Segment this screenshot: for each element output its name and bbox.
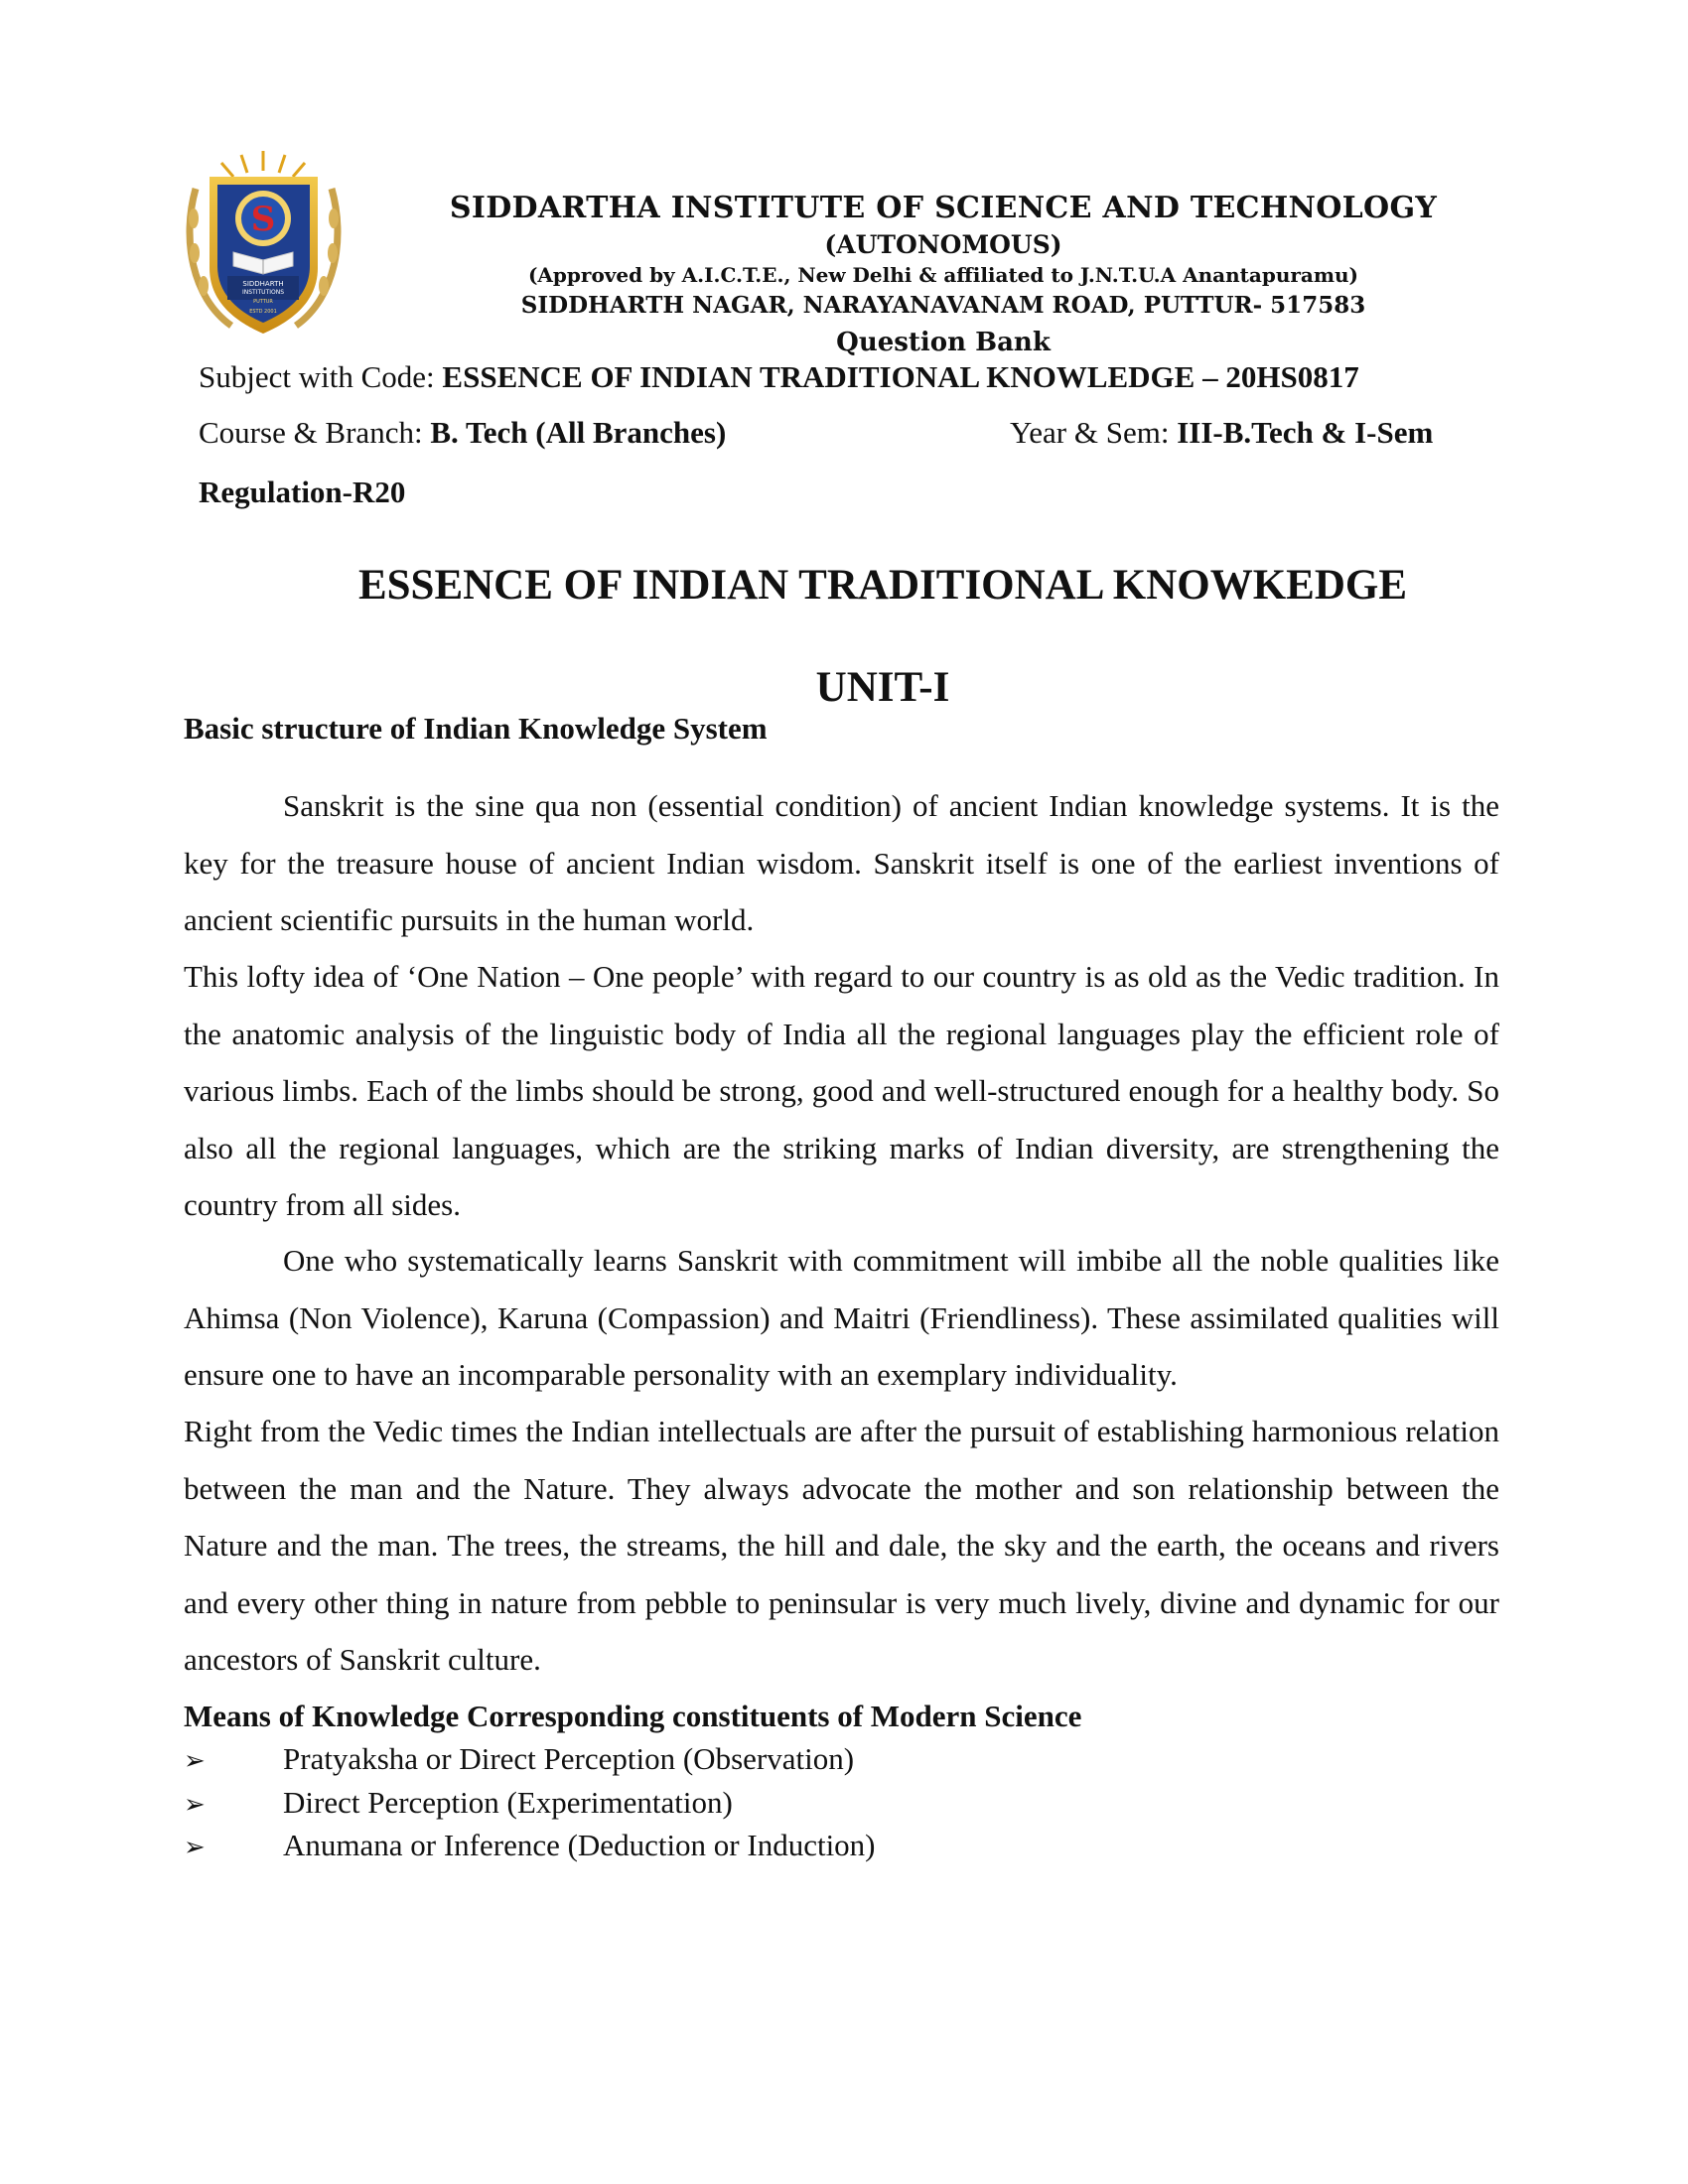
page-title: ESSENCE OF INDIAN TRADITIONAL KNOWKEDGE	[357, 562, 1408, 609]
regulation: Regulation-R20	[199, 475, 406, 509]
list-item-text: Direct Perception (Experimentation)	[283, 1784, 733, 1820]
logo-text-line-1: SIDDHARTH	[242, 280, 284, 288]
paragraph: Right from the Vedic times the Indian intellectuals are after the pursuit of establishing harmonious relation between the man and the Nature. They always advocate the mother and son relationship between the Nature and the man. The trees, the streams, the hill and dale, the sky and the earth, the oceans and rivers and every other thing in nature from pebble to peninsular is very much lively, divine and dynamic for our ancestors of Sanskrit culture.	[184, 1414, 1499, 1677]
arrow-bullet-icon: ➢	[184, 1833, 206, 1862]
list-item	[184, 1781, 876, 1825]
means-of-knowledge-list	[184, 1737, 876, 1867]
course-value: B. Tech (All Branches)	[430, 415, 727, 450]
section-heading-basic-structure: Basic structure of Indian Knowledge System	[184, 711, 768, 746]
course-line	[199, 415, 726, 451]
document-type: Question Bank	[836, 328, 1051, 357]
logo-text-line-3: PUTTUR	[253, 299, 273, 305]
arrow-bullet-icon: ➢	[184, 1789, 206, 1820]
subject-value: ESSENCE OF INDIAN TRADITIONAL KNOWLEDGE – 20HS0817	[442, 359, 1359, 394]
institute-name: SIDDARTHA INSTITUTE OF SCIENCE AND TECHNOLOGY	[449, 191, 1438, 225]
subject-line	[199, 359, 1359, 395]
list-item	[184, 1737, 876, 1781]
paragraph: This lofty idea of ‘One Nation – One people’ with regard to our country is as old as the Vedic tradition. In the anatomic analysis of the linguistic body of India all the regional languages play the efficient role of various limbs. Each of the limbs should be strong, good and well-structured enough for a healthy body. So also all the regional languages, which are the striking marks of Indian diversity, are strengthening the country from all sides.	[184, 959, 1499, 1222]
logo-text-line-2: INSTITUTIONS	[241, 289, 285, 296]
list-item-text: Anumana or Inference (Deduction or Induction)	[283, 1828, 876, 1862]
paragraph: One who systematically learns Sanskrit with commitment will imbibe all the noble qualities like Ahimsa (Non Violence), Karuna (Compassion) and Maitri (Friendliness). These assimilated qualities will ensure one to have an incomparable personality with an exemplary individuality.	[184, 1243, 1499, 1392]
logo-text-line-4: ESTD 2001	[249, 309, 277, 315]
subject-label: Subject with Code:	[199, 359, 443, 394]
course-label: Course & Branch:	[199, 415, 431, 450]
paragraph: Sanskrit is the sine qua non (essential condition) of ancient Indian knowledge systems. It is the key for the treasure house of ancient Indian wisdom. Sanskrit itself is one of the earliest inventions of ancient scientific pursuits in the human world.	[184, 788, 1499, 937]
section-heading-means-of-knowledge: Means of Knowledge Corresponding constituents of Modern Science	[184, 1699, 1082, 1733]
institute-address: SIDDHARTH NAGAR, NARAYANAVANAM ROAD, PUTTUR- 517583	[520, 292, 1366, 319]
year-sem-line	[1010, 415, 1433, 451]
list-item	[184, 1824, 876, 1867]
list-item-text: Pratyaksha or Direct Perception (Observation)	[283, 1741, 855, 1776]
arrow-bullet-icon: ➢	[184, 1746, 206, 1776]
year-label: Year & Sem:	[1010, 415, 1178, 450]
year-value: III-B.Tech & I-Sem	[1177, 415, 1434, 450]
svg-text:S: S	[250, 200, 276, 239]
college-crest-logo	[182, 149, 346, 338]
approval-line: (Approved by A.I.C.T.E., New Delhi & affiliated to J.N.T.U.A Anantapuramu)	[527, 263, 1359, 287]
autonomous-status: (AUTONOMOUS)	[824, 230, 1062, 259]
unit-heading: UNIT-I	[815, 664, 950, 711]
